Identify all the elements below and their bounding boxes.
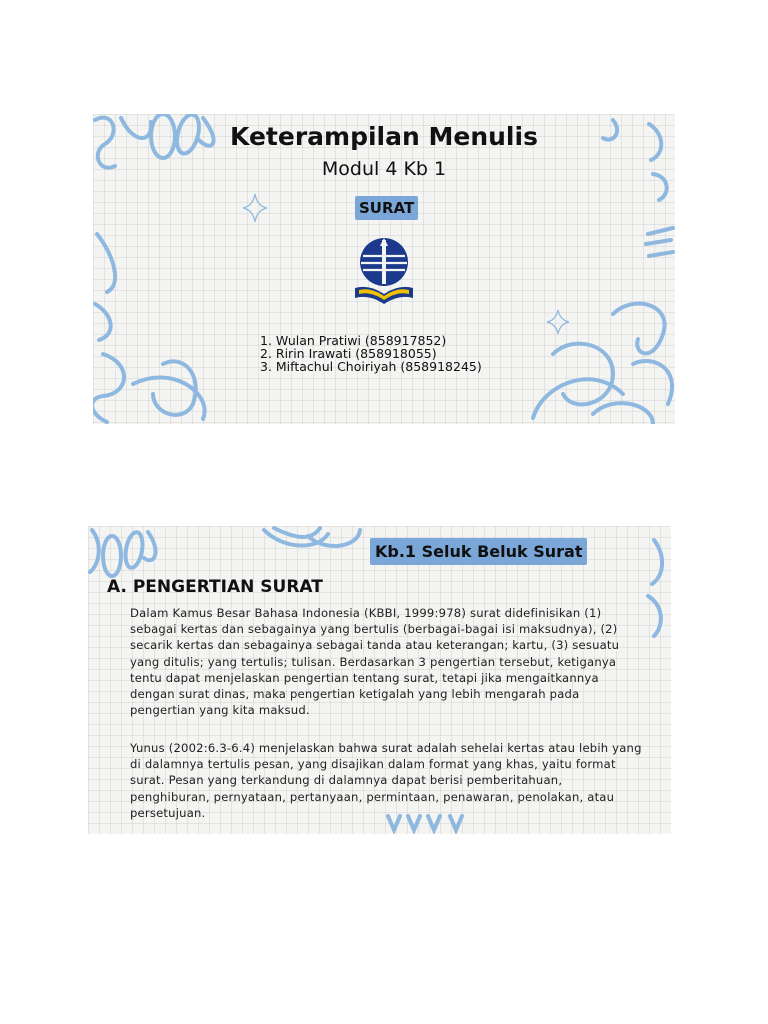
paragraph: Dalam Kamus Besar Bahasa Indonesia (KBBI, 1999:978) surat didefinisikan (1) sebagai kertas dan sebagainya yang bertulis (berbagai-bagai isi maksudnya), (2) secarik kertas dan sebagainya sebagai tanda atau keterangan; kartu, (3) sesuatu yang ditulis; yang tertulis; tulisan. Berdasarkan 3 pengertian tersebut, ketiganya tentu dapat menjelaskan pengertian tentang surat, tetapi jika mengaitkannya dengan surat dinas, maka pengertian ketigalah yang lebih mengarah pada pengertian yang kita maksud. [130, 606, 620, 718]
section-tag: Kb.1 Seluk Beluk Surat [370, 538, 587, 565]
member-item: 3. Miftachul Choiriyah (858918245) [260, 359, 482, 374]
topic-tag: SURAT [355, 196, 418, 220]
content-slide [88, 526, 671, 834]
member-item: 2. Ririn Irawati (858918055) [260, 346, 437, 361]
section-heading: A. PENGERTIAN SURAT [107, 577, 323, 597]
slide-subtitle: Modul 4 Kb 1 [321, 158, 447, 180]
member-item: 1. Wulan Pratiwi (858917852) [260, 333, 447, 348]
member-list [260, 334, 482, 373]
title-slide [93, 114, 675, 424]
paragraph: Yunus (2002:6.3-6.4) menjelaskan bahwa surat adalah sehelai kertas atau lebih yang di dalamnya tertulis pesan, yang disajikan dalam format yang khas, yaitu format surat. Pesan yang terkandung di dalamnya dapat berisi pemberitahuan, penghiburan, pernyataan, pertanyaan, permintaan, penawaran, penolakan, atau persetujuan. [130, 741, 642, 820]
slide-title: Keterampilan Menulis [230, 122, 538, 151]
university-book-logo-icon [351, 234, 417, 308]
